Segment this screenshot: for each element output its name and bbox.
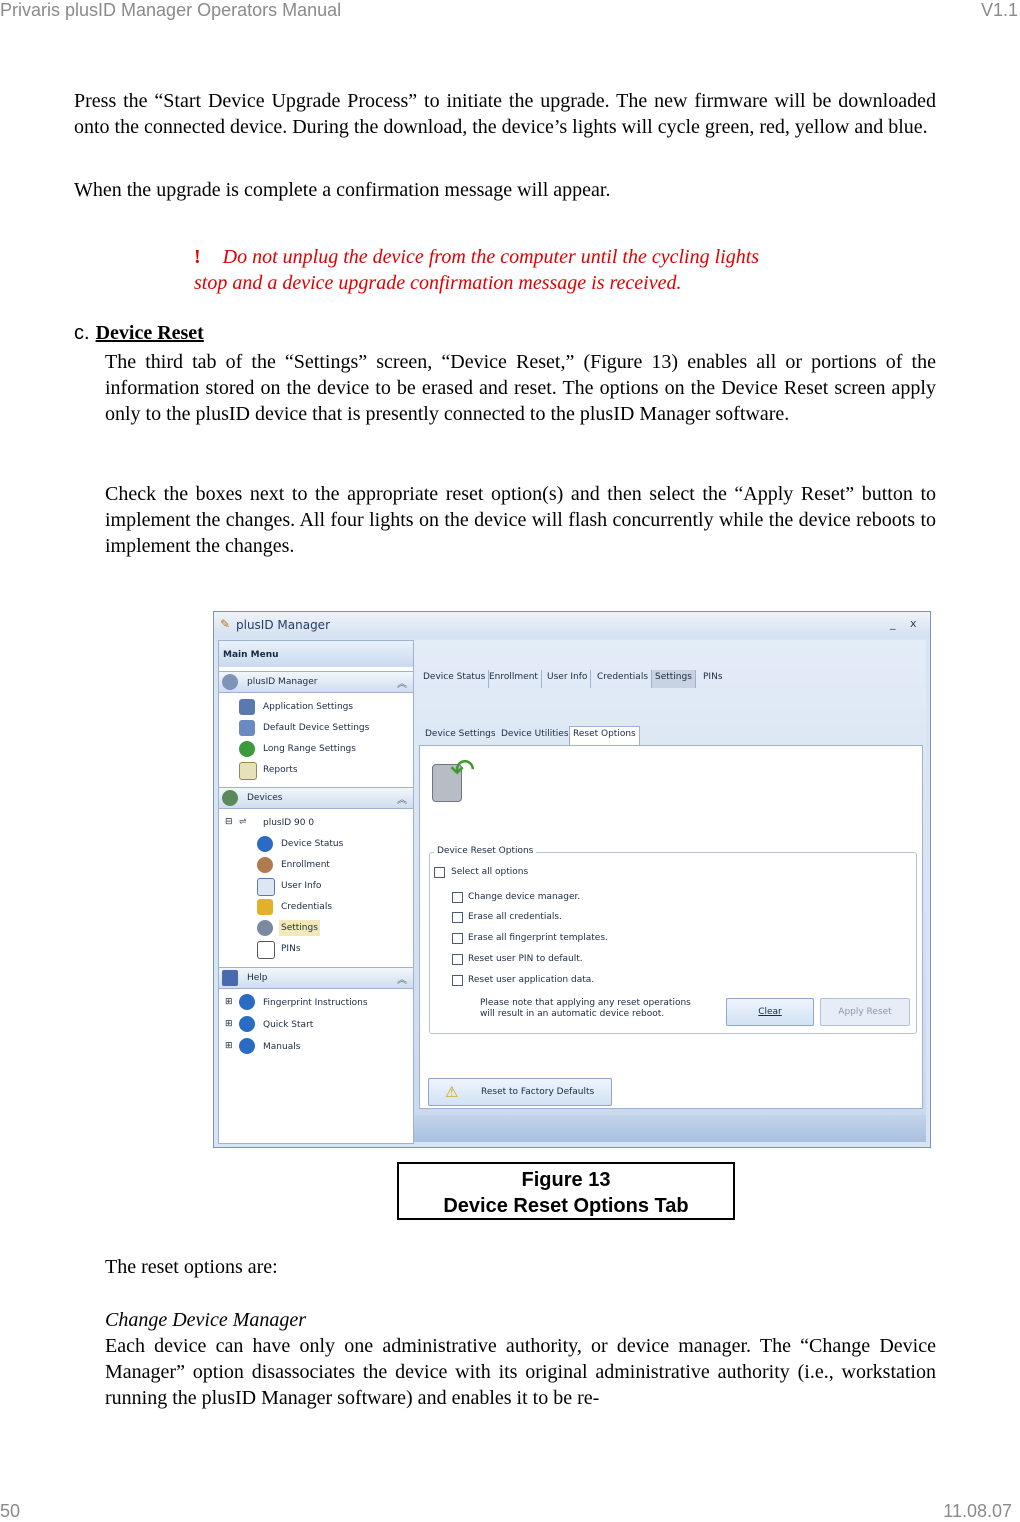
tab-device-utilities[interactable]: Device Utilities: [501, 729, 569, 739]
group-help[interactable]: [219, 967, 413, 989]
option-label: Reset user application data.: [468, 975, 595, 985]
window-titlebar: [214, 612, 930, 638]
upgrade-paragraph: Press the “Start Device Upgrade Process” to initiate the upgrade. The new firmware will be downloaded onto the connected device. During the download, the device’s lights will cycle green, red, yellow and blue.: [74, 90, 936, 138]
app-logo-icon: ✎: [220, 617, 231, 631]
help-manuals[interactable]: Manuals: [263, 1042, 301, 1052]
tree-settings[interactable]: Settings: [279, 920, 320, 936]
section-title: Device Reset: [95, 322, 204, 344]
select-all-checkbox[interactable]: [434, 867, 445, 878]
groupbox-label: Device Reset Options: [434, 846, 536, 856]
devices-globe-icon: [222, 790, 238, 806]
help-book-icon: [222, 970, 238, 986]
manual-title: Privaris plusID Manager Operators Manual: [0, 0, 342, 20]
clear-button[interactable]: Clear: [726, 998, 814, 1026]
reset-app-data-checkbox[interactable]: [452, 975, 463, 986]
reports-icon: [239, 762, 257, 780]
status-bar: [414, 1115, 926, 1142]
tree-pins[interactable]: PINs: [281, 944, 301, 954]
default-device-settings-icon: [239, 720, 255, 736]
tab-reset-options[interactable]: Reset Options: [569, 726, 640, 747]
option-label: Erase all fingerprint templates.: [468, 933, 608, 943]
tree-enrollment[interactable]: Enrollment: [281, 860, 330, 870]
upgrade-complete-paragraph: When the upgrade is complete a confirmation message will appear.: [74, 179, 611, 201]
main-menu-label: Main Menu: [223, 650, 279, 660]
plusid-manager-screenshot: [213, 611, 931, 1148]
warning-mark: !: [194, 246, 201, 268]
group-label: Devices: [247, 793, 283, 803]
collapse-icon[interactable]: ︽: [397, 679, 407, 690]
factory-button-label: Reset to Factory Defaults: [481, 1087, 595, 1097]
option-label: Erase all credentials.: [468, 912, 562, 922]
change-device-manager-checkbox[interactable]: [452, 892, 463, 903]
tree-user-info[interactable]: User Info: [281, 881, 322, 891]
footer-date: 11.08.07: [943, 1501, 1012, 1521]
option-label: Change device manager.: [468, 892, 581, 902]
erase-fingerprints-checkbox[interactable]: [452, 933, 463, 944]
collapse-icon[interactable]: ︽: [397, 975, 407, 986]
menu-application-settings[interactable]: Application Settings: [263, 702, 354, 712]
tree-expand-icon[interactable]: ⊞: [225, 997, 233, 1007]
minimize-button[interactable]: _: [890, 617, 896, 630]
menu-long-range-settings[interactable]: Long Range Settings: [263, 744, 356, 754]
lock-icon: [257, 899, 273, 915]
warning-note: [194, 244, 759, 296]
tree-credentials[interactable]: Credentials: [281, 902, 333, 912]
close-button[interactable]: x: [910, 617, 917, 630]
figure-number: Figure 13: [521, 1169, 611, 1191]
menu-default-device-settings[interactable]: Default Device Settings: [263, 723, 370, 733]
question-icon: [239, 994, 255, 1010]
menu-reports[interactable]: Reports: [263, 765, 298, 775]
tab-device-status[interactable]: Device Status: [420, 670, 489, 688]
window-title: plusID Manager: [236, 618, 331, 632]
warning-line-2: stop and a device upgrade confirmation message is received.: [194, 272, 682, 294]
select-all-label: Select all options: [451, 867, 529, 877]
group-label: Help: [247, 973, 268, 983]
question-icon: [239, 1038, 255, 1054]
apply-reset-button[interactable]: Apply Reset: [820, 998, 910, 1026]
tab-device-settings[interactable]: Device Settings: [425, 729, 496, 739]
tab-user-info[interactable]: User Info: [544, 670, 591, 688]
question-icon: [239, 1016, 255, 1032]
reset-pin-checkbox[interactable]: [452, 954, 463, 965]
warning-line-1: Do not unplug the device from the computer until the cycling lights: [222, 246, 760, 268]
reset-factory-defaults-button[interactable]: [428, 1078, 612, 1106]
figure-title: Device Reset Options Tab: [443, 1195, 689, 1217]
collapse-icon[interactable]: ︽: [397, 795, 407, 806]
tab-settings[interactable]: Settings: [652, 670, 696, 688]
change-device-manager-subheading: Change Device Manager: [105, 1309, 307, 1331]
help-fingerprint-instructions[interactable]: Fingerprint Instructions: [263, 998, 368, 1008]
tree-collapse-icon[interactable]: ⊟: [225, 817, 233, 827]
device-root[interactable]: plusID 90 0: [263, 818, 315, 828]
page-number: 50: [0, 1501, 21, 1521]
version-label: V1.1: [980, 0, 1018, 20]
reset-options-intro: The reset options are:: [105, 1256, 278, 1278]
group-plusid-manager[interactable]: [219, 671, 413, 693]
section-heading: [74, 322, 204, 345]
warning-triangle-icon: ⚠: [445, 1083, 459, 1101]
tab-enrollment[interactable]: Enrollment: [486, 670, 542, 688]
enrollment-icon: [257, 857, 273, 873]
long-range-icon: [239, 741, 255, 757]
application-settings-icon: [239, 699, 255, 715]
reboot-note-line-1: Please note that applying any reset operations: [480, 998, 691, 1008]
main-menu-pane: [218, 640, 414, 1144]
group-devices[interactable]: [219, 787, 413, 809]
tree-device-status[interactable]: Device Status: [281, 839, 344, 849]
monitor-icon: [222, 674, 238, 690]
figure-caption: [397, 1162, 735, 1220]
gear-icon: [257, 920, 273, 936]
device-reset-paragraph: The third tab of the “Settings” screen, “Device Reset,” (Figure 13) enables all or portions of the information stored on the device to be erased and reset. The options on the Device Reset screen apply only to the plusID device that is presently connected to the plusID Manager software.: [105, 351, 936, 425]
help-quick-start[interactable]: Quick Start: [263, 1020, 314, 1030]
tree-expand-icon[interactable]: ⊞: [225, 1019, 233, 1029]
change-device-manager-paragraph: Each device can have only one administrative authority, or device manager. The “Change Device Manager” option disassociates the device with its original administrative authority (i.e., workstation running the plusID Manager software) and enables it to be re-: [105, 1335, 936, 1409]
keypad-icon: [257, 941, 275, 959]
content-pane: [414, 640, 926, 1142]
option-label: Reset user PIN to default.: [468, 954, 583, 964]
usb-icon: ⇌: [239, 817, 247, 827]
reset-options-panel: [419, 745, 923, 1109]
device-reset-graphic-icon: ↶: [432, 754, 472, 802]
tab-credentials[interactable]: Credentials: [594, 670, 652, 688]
group-label: plusID Manager: [247, 677, 318, 687]
section-letter: c.: [74, 322, 90, 344]
erase-credentials-checkbox[interactable]: [452, 912, 463, 923]
main-menu-header: [219, 641, 413, 667]
apply-reset-paragraph: Check the boxes next to the appropriate reset option(s) and then select the “Apply Reset” button to implement the changes. All four lights on the device will flash concurrently while the device reboots to implement the changes.: [105, 483, 936, 557]
tree-expand-icon[interactable]: ⊞: [225, 1041, 233, 1051]
tab-pins[interactable]: PINs: [703, 672, 723, 682]
reboot-note-line-2: will result in an automatic device reboot.: [480, 1009, 665, 1019]
info-icon: [257, 836, 273, 852]
user-info-icon: [257, 878, 275, 896]
